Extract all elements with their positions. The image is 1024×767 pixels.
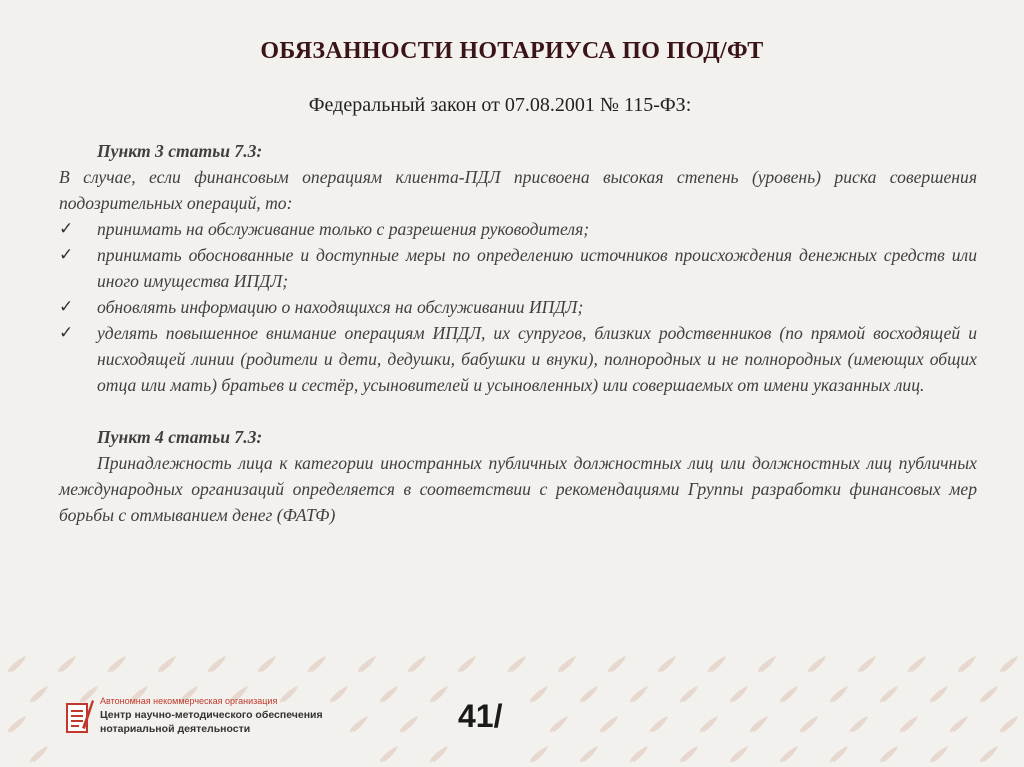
list-item <box>59 294 977 320</box>
org-name-line2: нотариальной деятельности <box>100 723 251 735</box>
law-reference: Федеральный закон от 07.08.2001 № 115-ФЗ: <box>308 94 692 116</box>
section1-heading: Пункт 3 статьи 7.3: <box>97 141 263 161</box>
section2-text: Принадлежность лица к категории иностранных публичных должностных лиц или должностных лиц публичных международных организаций определяется в соответствии с рекомендациями Группы разработки финансовых мер борьбы с отмыванием денег (ФАТФ) <box>59 453 977 525</box>
list-item-text: обновлять информацию о находящихся на обслуживании ИПДЛ; <box>97 297 584 317</box>
list-item-text: уделять повышенное внимание операциям ИПДЛ, их супругов, близких родственников (по прямой восходящей и нисходящей линии (родители и дети, дедушки, бабушки и внуки), полнородных и не полнородных (имеющих общих отца или мать) братьев и сестёр, усыновителей и усыновленных) или совершаемых от имени указанных лиц. <box>97 323 977 395</box>
checkmark-icon: ✓ <box>59 323 74 342</box>
organization-block <box>62 694 332 742</box>
slide-title: ОБЯЗАННОСТИ НОТАРИУСА ПО ПОД/ФТ <box>260 38 764 64</box>
checkmark-icon: ✓ <box>59 219 74 238</box>
quill-row-1 <box>8 656 1018 672</box>
slide-body <box>59 138 977 528</box>
list-item <box>59 216 977 242</box>
list-item-text: принимать на обслуживание только с разрешения руководителя; <box>97 219 590 239</box>
list-item <box>59 320 977 398</box>
section1-intro: В случае, если финансовым операциям клиента-ПДЛ присвоена высокая степень (уровень) риска совершения подозрительных операций, то: <box>59 167 977 213</box>
org-type: Автономная некоммерческая организация <box>100 696 278 706</box>
checkmark-icon: ✓ <box>59 245 74 264</box>
org-name-line1: Центр научно-методического обеспечения <box>100 709 323 721</box>
section2-heading: Пункт 4 статьи 7.3: <box>97 427 263 447</box>
checkmark-icon: ✓ <box>59 297 74 316</box>
document-logo-icon <box>64 698 94 736</box>
page-number: 41/ <box>458 698 503 734</box>
list-item-text: принимать обоснованные и доступные меры по определению источников происхождения денежных средств или иного имущества ИПДЛ; <box>97 245 977 291</box>
quill-row-4 <box>30 746 998 762</box>
list-item <box>59 242 977 294</box>
spacer <box>59 398 977 424</box>
